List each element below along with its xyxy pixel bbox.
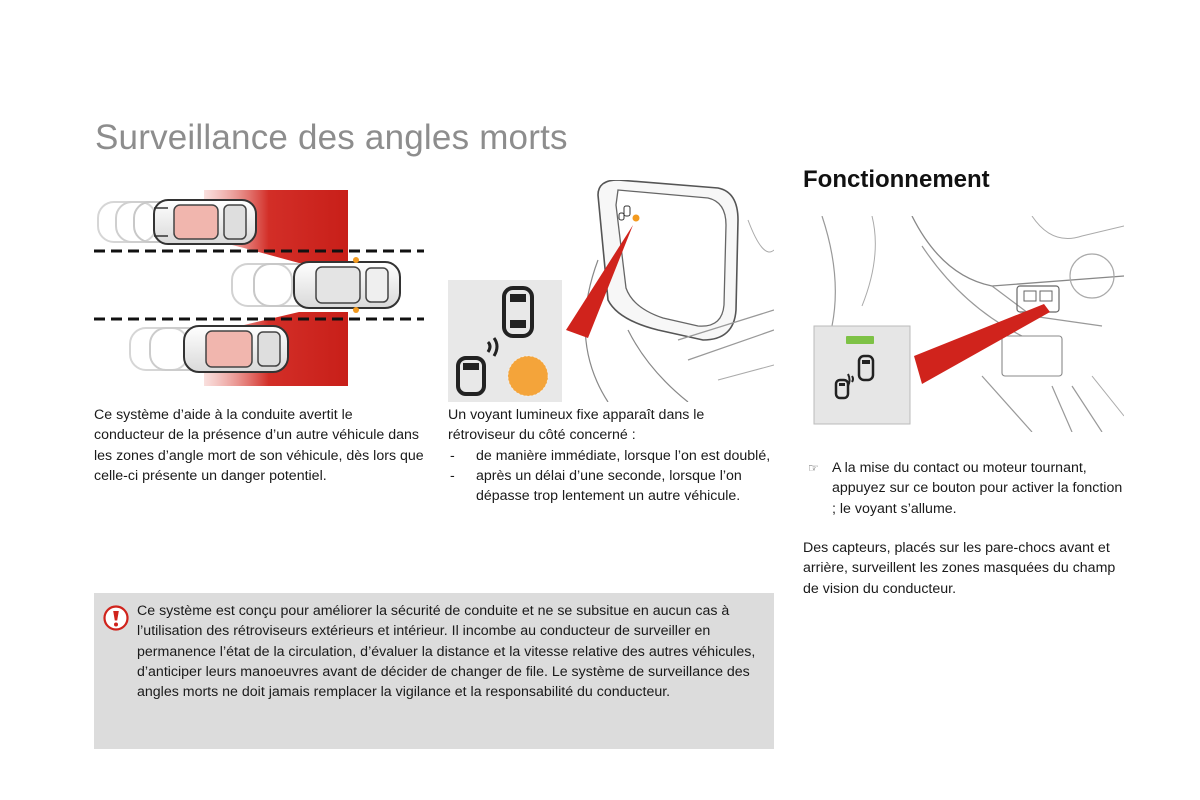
own-vehicle xyxy=(294,257,400,313)
mirror-indicator-illustration xyxy=(448,180,774,402)
exclamation-warning-icon xyxy=(103,605,129,636)
overtaking-car-top xyxy=(154,200,256,244)
list-item: - après un délai d’une seconde, lorsque l’on dépasse trop lentement un autre véhicule. xyxy=(448,466,774,507)
warning-text: Ce système est conçu pour améliorer la sécurité de conduite et ne se subsitue en aucun cas à l’utilisation des rétroviseurs extérieurs et intérieur. Il incombe au conducteur de surveiller en permanence l’état de la circulation, d’évaluer la distance et la vitesse relative des autres véhicules, d’anticiper leurs manoeuvres avant de décider de changer de file. Le système de surveillance des angles morts ne doit jamais remplacer la vigilance et la responsabilité du conducteur. xyxy=(137,603,756,701)
instruction-text: A la mise du contact ou moteur tournant, appuyez sur ce bouton pour activer la fonction ; le voyant s’allume. xyxy=(832,460,1123,517)
overtaking-car-bottom xyxy=(184,326,288,372)
mirror-indicator-light xyxy=(633,215,640,222)
warning-box xyxy=(94,593,774,749)
page-title: Surveillance des angles morts xyxy=(95,118,568,157)
blind-spot-zones-illustration xyxy=(94,190,424,390)
sensors-text: Des capteurs, placés sur les pare-chocs avant et arrière, surveillent les zones masquées du champ de vision du conducteur. xyxy=(803,540,1116,597)
activation-instruction xyxy=(808,458,1128,519)
activation-button-illustration xyxy=(802,216,1124,432)
intro-paragraph xyxy=(94,405,424,486)
pointing-hand-icon: ☞ xyxy=(808,461,819,475)
indicator-intro-text: Un voyant lumineux fixe apparaît dans le rétroviseur du côté concerné : xyxy=(448,407,705,444)
green-indicator-light xyxy=(846,336,874,344)
indicator-description xyxy=(448,405,774,506)
list-item: - de manière immédiate, lorsque l’on est doublé, xyxy=(448,446,774,466)
indicator-conditions-list xyxy=(448,446,774,507)
button-callout-beam xyxy=(914,304,1050,384)
sensors-paragraph xyxy=(803,538,1123,599)
section-heading: Fonctionnement xyxy=(803,166,990,193)
intro-text: Ce système d’aide à la conduite avertit le conducteur de la présence d’un autre véhicule dans les zones d’angle mort de son véhicule, dès lors que celle-ci présente un danger potentiel. xyxy=(94,407,424,484)
